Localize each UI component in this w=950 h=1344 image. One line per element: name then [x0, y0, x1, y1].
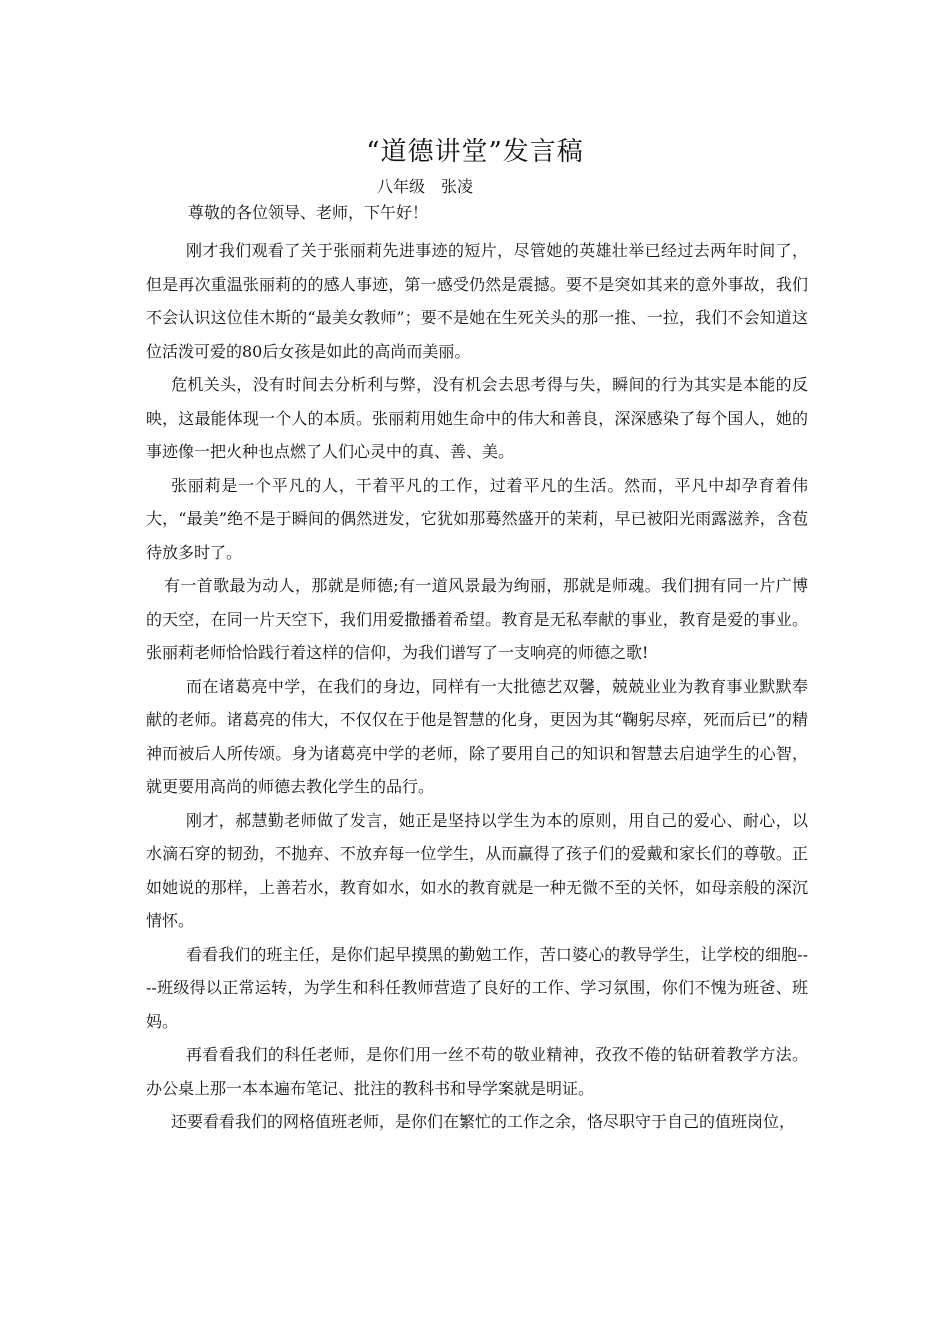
paragraph: 刚才，郝慧勤老师做了发言，她正是坚持以学生为本的原则，用自己的爱心、耐心，以水滴石穿的韧劲，不抛弃、不放弃每一位学生，从而赢得了孩子们的爱戴和家长们的尊敬。正如她说的那样，上善若水，教育如水，如水的教育就是一种无微不至的关怀，如母亲般的深沉情怀。 [146, 810, 808, 930]
paragraph: 刚才我们观看了关于张丽莉先进事迹的短片，尽管她的英雄壮举已经过去两年时间了，但是再次重温张丽莉的的感人事迹，第一感受仍然是震撼。要不是突如其来的意外事故，我们不会认识这位佳木斯的“最美女教师”；要不是她在生死关头的那一推、一拉，我们不会知道这位活泼可爱的80后女孩是如此的高尚而美丽。 [146, 241, 808, 361]
document-body [146, 234, 808, 1139]
document-title: “道德讲堂”发言稿 [366, 137, 584, 167]
paragraph: 有一首歌最为动人，那就是师德;有一道风景最为绚丽，那就是师魂。我们拥有同一片广博的天空，在同一片天空下，我们用爱撒播着希望。教育是无私奉献的事业，教育是爱的事业。张丽莉老师恰恰践行着这样的信仰，为我们谱写了一支响亮的师德之歌! [146, 576, 808, 662]
paragraph: 危机关头，没有时间去分析利与弊，没有机会去思考得与失，瞬间的行为其实是本能的反映，这最能体现一个人的本质。张丽莉用她生命中的伟大和善良，深深感染了每个国人，她的事迹像一把火种也点燃了人们心灵中的真、善、美。 [146, 375, 808, 461]
paragraph: 张丽莉是一个平凡的人，干着平凡的工作，过着平凡的生活。然而，平凡中却孕育着伟大，“最美”绝不是于瞬间的偶然迸发，它犹如那蓦然盛开的茉莉，早已被阳光雨露滋养，含苞待放多时了。 [146, 475, 808, 562]
greeting: 尊敬的各位领导、老师，下午好！ [188, 203, 429, 222]
author-line: 八年级 张凌 [377, 177, 474, 196]
paragraph: 再看看我们的科任老师，是你们用一丝不苟的敬业精神，孜孜不倦的钻研着教学方法。办公桌上那一本本遍布笔记、批注的教科书和导学案就是明证。 [146, 1045, 808, 1098]
paragraph: 还要看看我们的网格值班老师，是你们在繁忙的工作之余，恪尽职守于自己的值班岗位， [171, 1112, 796, 1131]
paragraph: 看看我们的班主任，是你们起早摸黑的勤勉工作，苦口婆心的教导学生，让学校的细胞----班级得以正常运转，为学生和科任教师营造了良好的工作、学习氛围，你们不愧为班爸、班妈。 [146, 944, 808, 1031]
paragraph: 而在诸葛亮中学，在我们的身边，同样有一大批德艺双馨，兢兢业业为教育事业默默奉献的老师。诸葛亮的伟大，不仅仅在于他是智慧的化身，更因为其“鞠躬尽瘁，死而后已”的精神而被后人所传颂。身为诸葛亮中学的老师，除了要用自己的知识和智慧去启迪学生的心智，就更要用高尚的师德去教化学生的品行。 [146, 676, 808, 796]
